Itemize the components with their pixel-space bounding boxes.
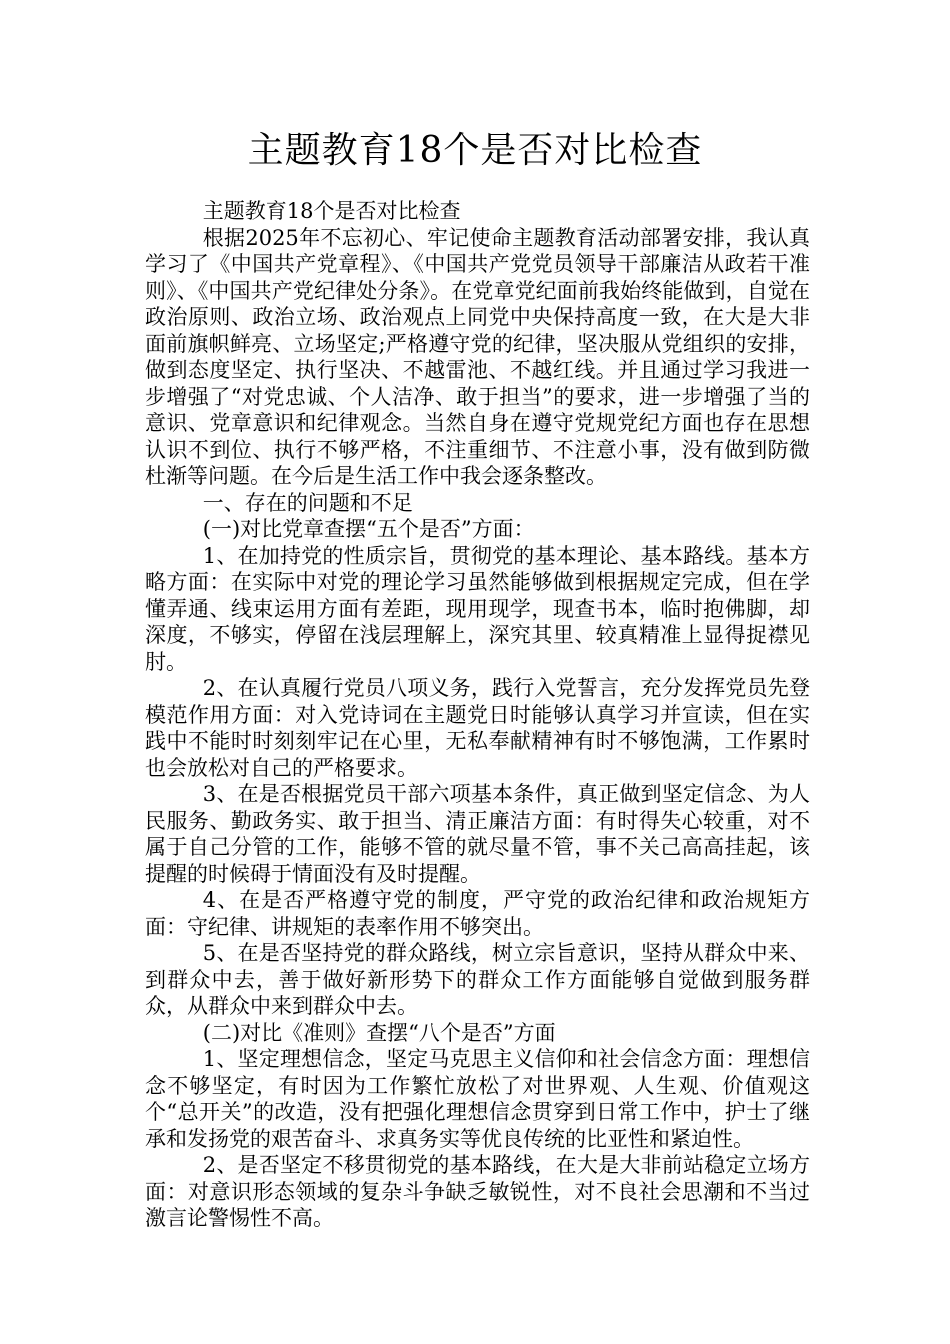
- body-paragraph: 1、在加持党的性质宗旨，贯彻党的基本理论、基本路线。基本方略方面：在实际中对党的理论学习虽然能够做到根据规定完成，但在学懂弄通、线束运用方面有差距，现用现学，现查书本，临时抱佛脚，却深度，不够实，停留在浅层理解上，深究其里、较真精准上显得捉襟见肘。: [145, 543, 810, 674]
- body-paragraph: 4、在是否严格遵守党的制度，严守党的政治纪律和政治规矩方面：守纪律、讲规矩的表率作用不够突出。: [145, 888, 810, 939]
- subsection-heading: (一)对比党章查摆“五个是否”方面：: [202, 517, 535, 541]
- body-paragraph: 1、坚定理想信念，坚定马克思主义信仰和社会信念方面：理想信念不够坚定，有时因为工作繁忙放松了对世界观、人生观、价值观这个“总开关”的改造，没有把强化理想信念贯穿到日常工作中，护士了继承和发扬党的艰苦奋斗、求真务实等优良传统的比亚性和紧迫性。: [145, 1047, 810, 1151]
- body-paragraph: 主题教育18个是否对比检查: [202, 199, 461, 223]
- body-paragraph: 3、在是否根据党员干部六项基本条件，真正做到坚定信念、为人民服务、勤政务实、敢于担当、清正廉洁方面：有时得失心较重，对不属于自己分管的工作，能够不管的就尽量不管，事不关己高高挂起，该提醒的时候碍于情面没有及时提醒。: [145, 782, 810, 886]
- body-paragraph: 根据2025年不忘初心、牢记使命主题教育活动部署安排，我认真学习了《中国共产党章程》、《中国共产党党员领导干部廉洁从政若干准则》、《中国共产党纪律处分条》。在党章党纪面前我始终能做到，自觉在政治原则、政治立场、政治观点上同党中央保持高度一致，在大是大非面前旗帜鲜亮、立场坚定;严格遵守党的纪律，坚决服从党组织的安排，做到态度坚定、执行坚决、不越雷池、不越红线。并且通过学习我进一步增强了“对党忠诚、个人洁净、敢于担当”的要求，进一步增强了当的意识、党章意识和纪律观念。当然自身在遵守党规党纪方面也存在思想认识不到位、执行不够严格，不注重细节、不注意小事，没有做到防微杜渐等问题。在今后是生活工作中我会逐条整改。: [145, 225, 810, 488]
- body-paragraph: 2、是否坚定不移贯彻党的基本路线，在大是大非前站稳定立场方面：对意识形态领域的复杂斗争缺乏敏锐性，对不良社会思潮和不当过激言论警惕性不高。: [145, 1153, 810, 1230]
- subsection-heading: (二)对比《准则》查摆“八个是否”方面: [202, 1020, 556, 1045]
- body-paragraph: 2、在认真履行党员八项义务，践行入党誓言，充分发挥党员先登模范作用方面：对入党诗词在主题党日时能够认真学习并宣读，但在实践中不能时时刻刻牢记在心里，无私奉献精神有时不够饱满，工作累时也会放松对自己的严格要求。: [145, 676, 810, 780]
- document-body: [145, 198, 810, 1232]
- section-heading: 一、存在的问题和不足: [202, 490, 413, 515]
- body-paragraph: 5、在是否坚持党的群众路线，树立宗旨意识，坚持从群众中来、到群众中去，善于做好新形势下的群众工作方面能够自觉做到服务群众，从群众中来到群众中去。: [145, 941, 810, 1018]
- document-title: 主题教育18个是否对比检查: [247, 130, 703, 171]
